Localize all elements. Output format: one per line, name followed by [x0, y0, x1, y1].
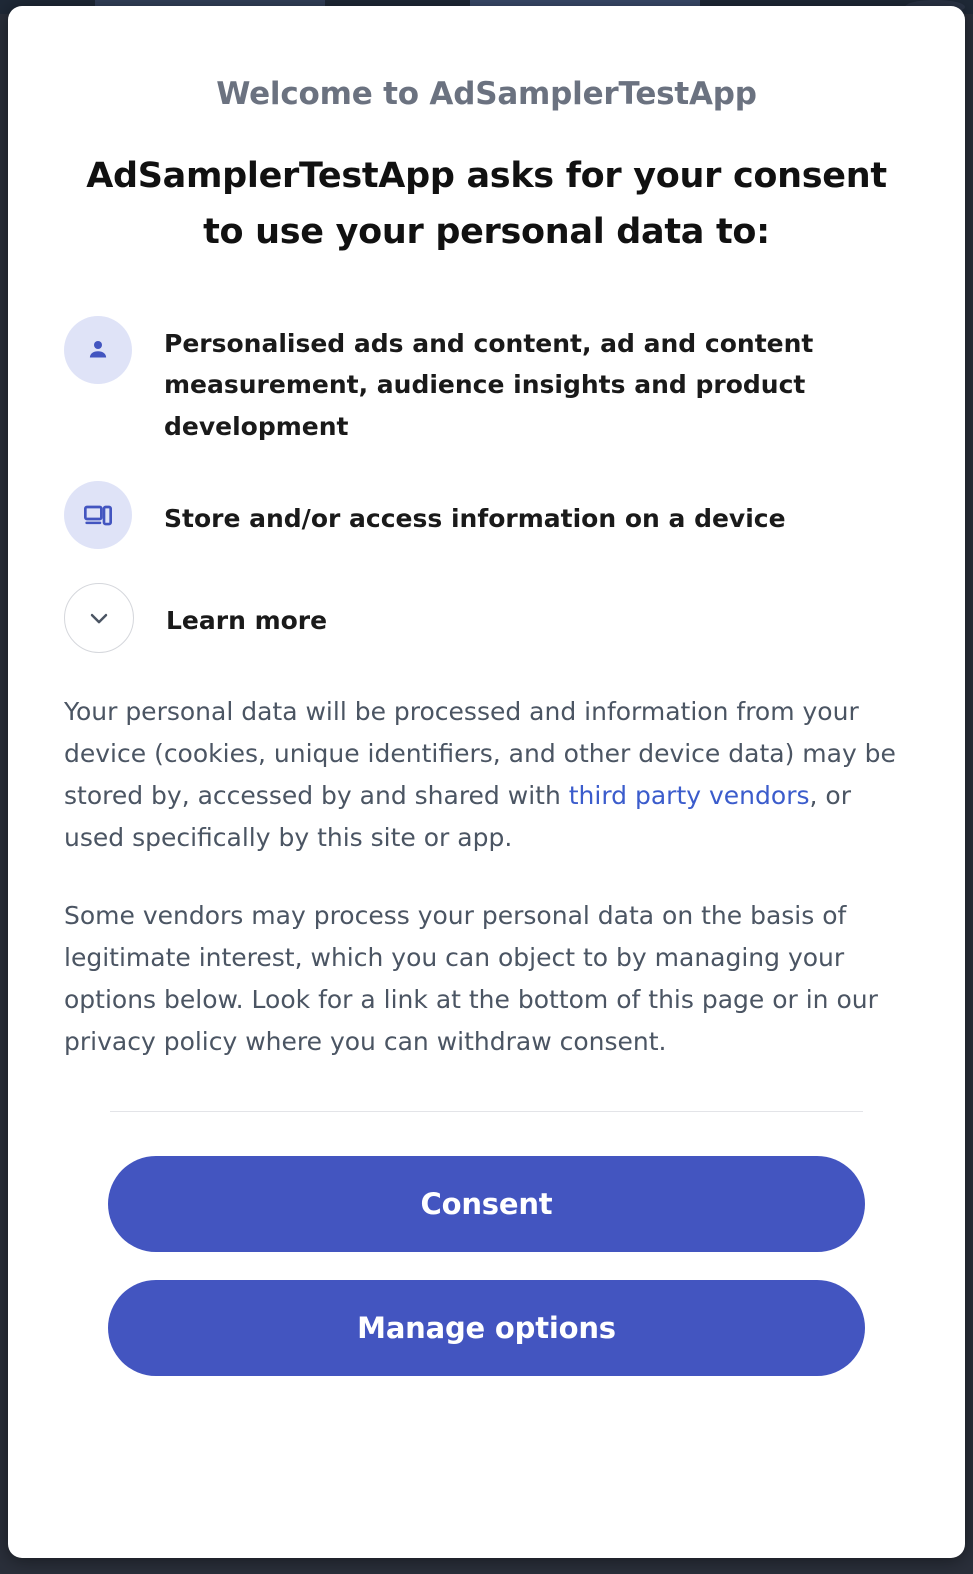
consent-dialog: [8, 6, 965, 1558]
welcome-title: Welcome to AdSamplerTestApp: [216, 76, 757, 112]
purpose-row-store-access: [64, 481, 909, 549]
paragraph-one-after-link: , or used specifically by this site or app.: [64, 780, 851, 852]
purpose-label: Store and/or access information on a device: [164, 503, 786, 533]
consent-button[interactable]: Consent: [108, 1156, 865, 1252]
privacy-paragraph-one: [64, 691, 909, 859]
purpose-row-personalised-ads: [64, 316, 909, 447]
chevron-down-icon[interactable]: [64, 583, 134, 653]
privacy-paragraph-two: Some vendors may process your personal data on the basis of legitimate interest, which you can object to by managing your options below. Look for a link at the bottom of this page or in our privacy policy where you can withdraw consent.: [64, 900, 878, 1056]
divider: [110, 1111, 863, 1112]
consent-question: AdSamplerTestApp asks for your consent to use your personal data to:: [86, 156, 887, 252]
learn-more-label[interactable]: Learn more: [166, 605, 328, 635]
purpose-list: [64, 316, 909, 653]
devices-icon: [64, 481, 132, 549]
third-party-vendors-link[interactable]: third party vendors: [568, 780, 810, 810]
dialog-actions: [64, 1156, 909, 1376]
person-icon: [64, 316, 132, 384]
learn-more-row[interactable]: [64, 583, 909, 653]
paragraph-one-before-link: Your personal data will be processed and information from your device (cookies, unique identifiers, and other device data) may be stored by, accessed by and shared with: [64, 696, 896, 810]
manage-options-button[interactable]: Manage options: [108, 1280, 865, 1376]
purpose-label: Personalised ads and content, ad and content measurement, audience insights and product development: [164, 329, 814, 441]
